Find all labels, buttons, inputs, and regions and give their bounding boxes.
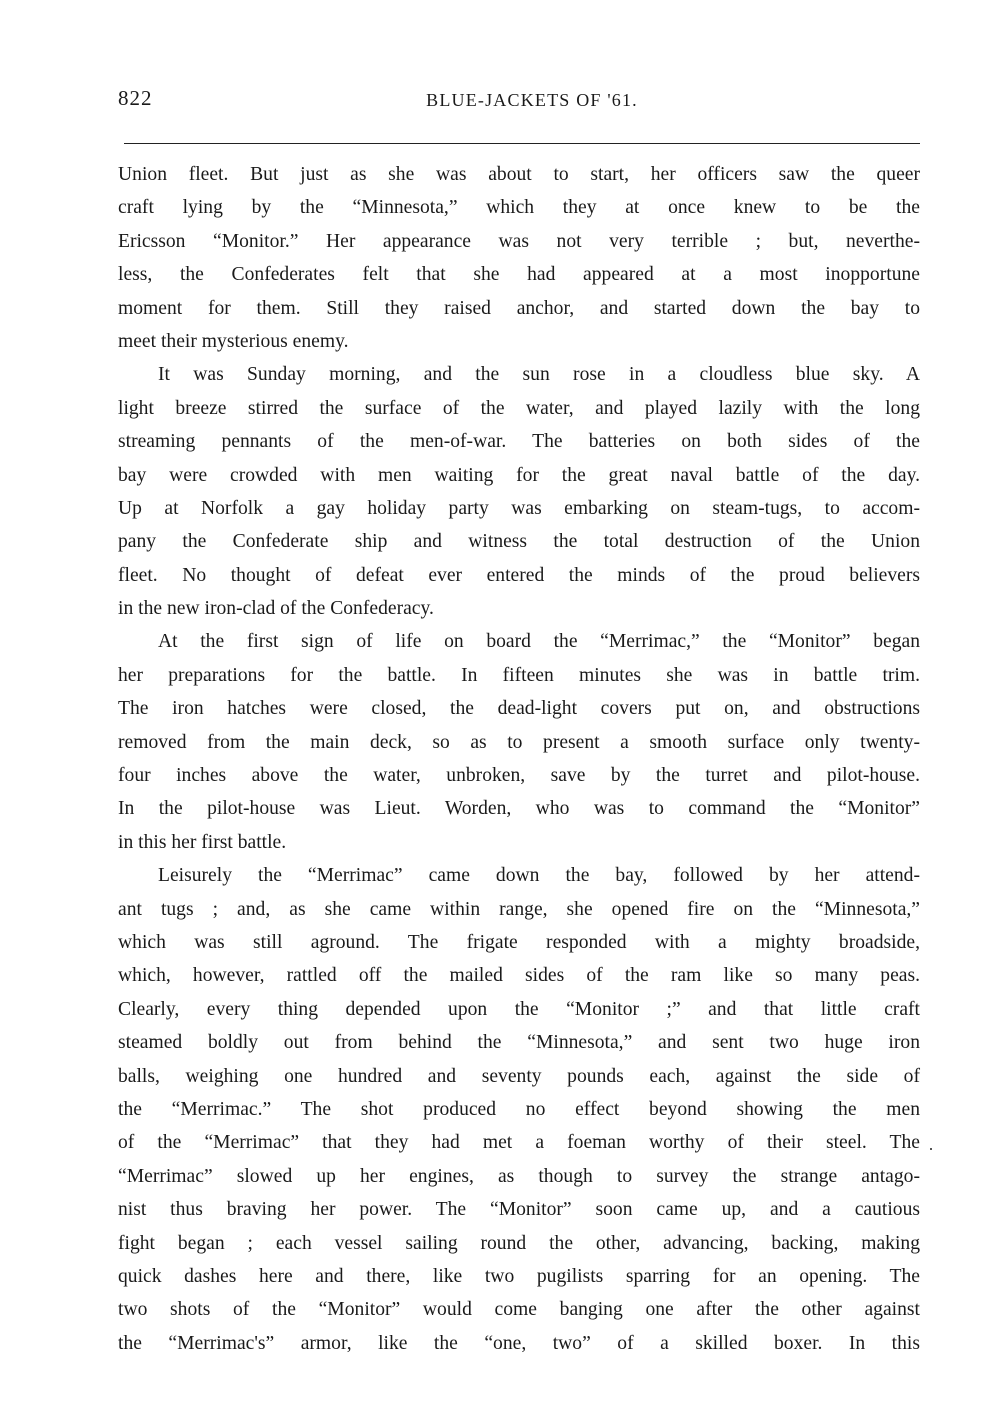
running-head bbox=[118, 86, 918, 116]
running-title: BLUE-JACKETS OF '61. bbox=[426, 90, 638, 110]
text-line: ant tugs ; and, as she came within range, she opened fire on the “Minnesota,” bbox=[118, 898, 920, 920]
text-line: It was Sunday morning, and the sun rose in a cloudless blue sky. A bbox=[158, 364, 920, 386]
text-line: of the “Merrimac” that they had met a foeman worthy of their steel. The bbox=[118, 1132, 920, 1154]
paragraph-3 bbox=[118, 625, 920, 859]
text-line: Clearly, every thing depended upon the “Monitor ;” and that little craft bbox=[118, 998, 920, 1020]
text-line: At the first sign of life on board the “Merrimac,” the “Monitor” began bbox=[158, 631, 920, 653]
text-line: four inches above the water, unbroken, save by the turret and pilot-house. bbox=[118, 765, 920, 787]
text-line: bay were crowded with men waiting for the great naval battle of the day. bbox=[118, 464, 920, 486]
paragraph-2 bbox=[118, 358, 920, 625]
text-line: craft lying by the “Minnesota,” which they at once knew to be the bbox=[118, 197, 920, 219]
text-line: Leisurely the “Merrimac” came down the bay, followed by her attend- bbox=[158, 865, 920, 887]
text-line: The iron hatches were closed, the dead-light covers put on, and obstructions bbox=[118, 698, 920, 720]
text-line: moment for them. Still they raised anchor, and started down the bay to bbox=[118, 297, 920, 319]
text-line: the “Merrimac's” armor, like the “one, two” of a skilled boxer. In this bbox=[118, 1332, 920, 1354]
text-line: quick dashes here and there, like two pugilists sparring for an opening. The bbox=[118, 1265, 920, 1287]
text-line: pany the Confederate ship and witness the total destruction of the Union bbox=[118, 531, 920, 553]
text-line: two shots of the “Monitor” would come banging one after the other against bbox=[118, 1299, 920, 1321]
text-line: steamed boldly out from behind the “Minnesota,” and sent two huge iron bbox=[118, 1032, 920, 1054]
text-line: her preparations for the battle. In fifteen minutes she was in battle trim. bbox=[118, 664, 920, 686]
text-line: removed from the main deck, so as to present a smooth surface only twenty- bbox=[118, 731, 920, 753]
text-line: Ericsson “Monitor.” Her appearance was not very terrible ; but, neverthe- bbox=[118, 230, 920, 252]
text-line: in this her first battle. bbox=[118, 831, 287, 853]
body-text bbox=[118, 158, 920, 1360]
paragraph-1 bbox=[118, 158, 920, 358]
text-line: which was still aground. The frigate responded with a mighty broadside, bbox=[118, 931, 920, 953]
text-line: light breeze stirred the surface of the water, and played lazily with the long bbox=[118, 397, 920, 419]
text-line: meet their mysterious enemy. bbox=[118, 330, 349, 352]
header-rule bbox=[124, 143, 920, 144]
text-line: Up at Norfolk a gay holiday party was embarking on steam-tugs, to accom- bbox=[118, 497, 920, 519]
page-number: 822 bbox=[118, 86, 153, 110]
text-line: streaming pennants of the men-of-war. The batteries on both sides of the bbox=[118, 431, 920, 453]
text-line: in the new iron-clad of the Confederacy. bbox=[118, 598, 434, 620]
text-line: the “Merrimac.” The shot produced no effect beyond showing the men bbox=[118, 1098, 920, 1120]
text-line: In the pilot-house was Lieut. Worden, who was to command the “Monitor” bbox=[118, 798, 920, 820]
text-line: Union fleet. But just as she was about to start, her officers saw the queer bbox=[118, 164, 920, 185]
paragraph-4 bbox=[118, 859, 920, 1360]
text-line: nist thus braving her power. The “Monitor” soon came up, and a cautious bbox=[118, 1199, 920, 1221]
text-line: fleet. No thought of defeat ever entered the minds of the proud believers bbox=[118, 564, 920, 586]
text-line: “Merrimac” slowed up her engines, as though to survey the strange antago- bbox=[118, 1165, 920, 1187]
text-line: balls, weighing one hundred and seventy pounds each, against the side of bbox=[118, 1065, 920, 1087]
margin-speck bbox=[930, 1148, 932, 1150]
text-line: fight began ; each vessel sailing round the other, advancing, backing, making bbox=[118, 1232, 920, 1254]
text-line: less, the Confederates felt that she had appeared at a most inopportune bbox=[118, 264, 920, 286]
text-line: which, however, rattled off the mailed sides of the ram like so many peas. bbox=[118, 965, 920, 987]
